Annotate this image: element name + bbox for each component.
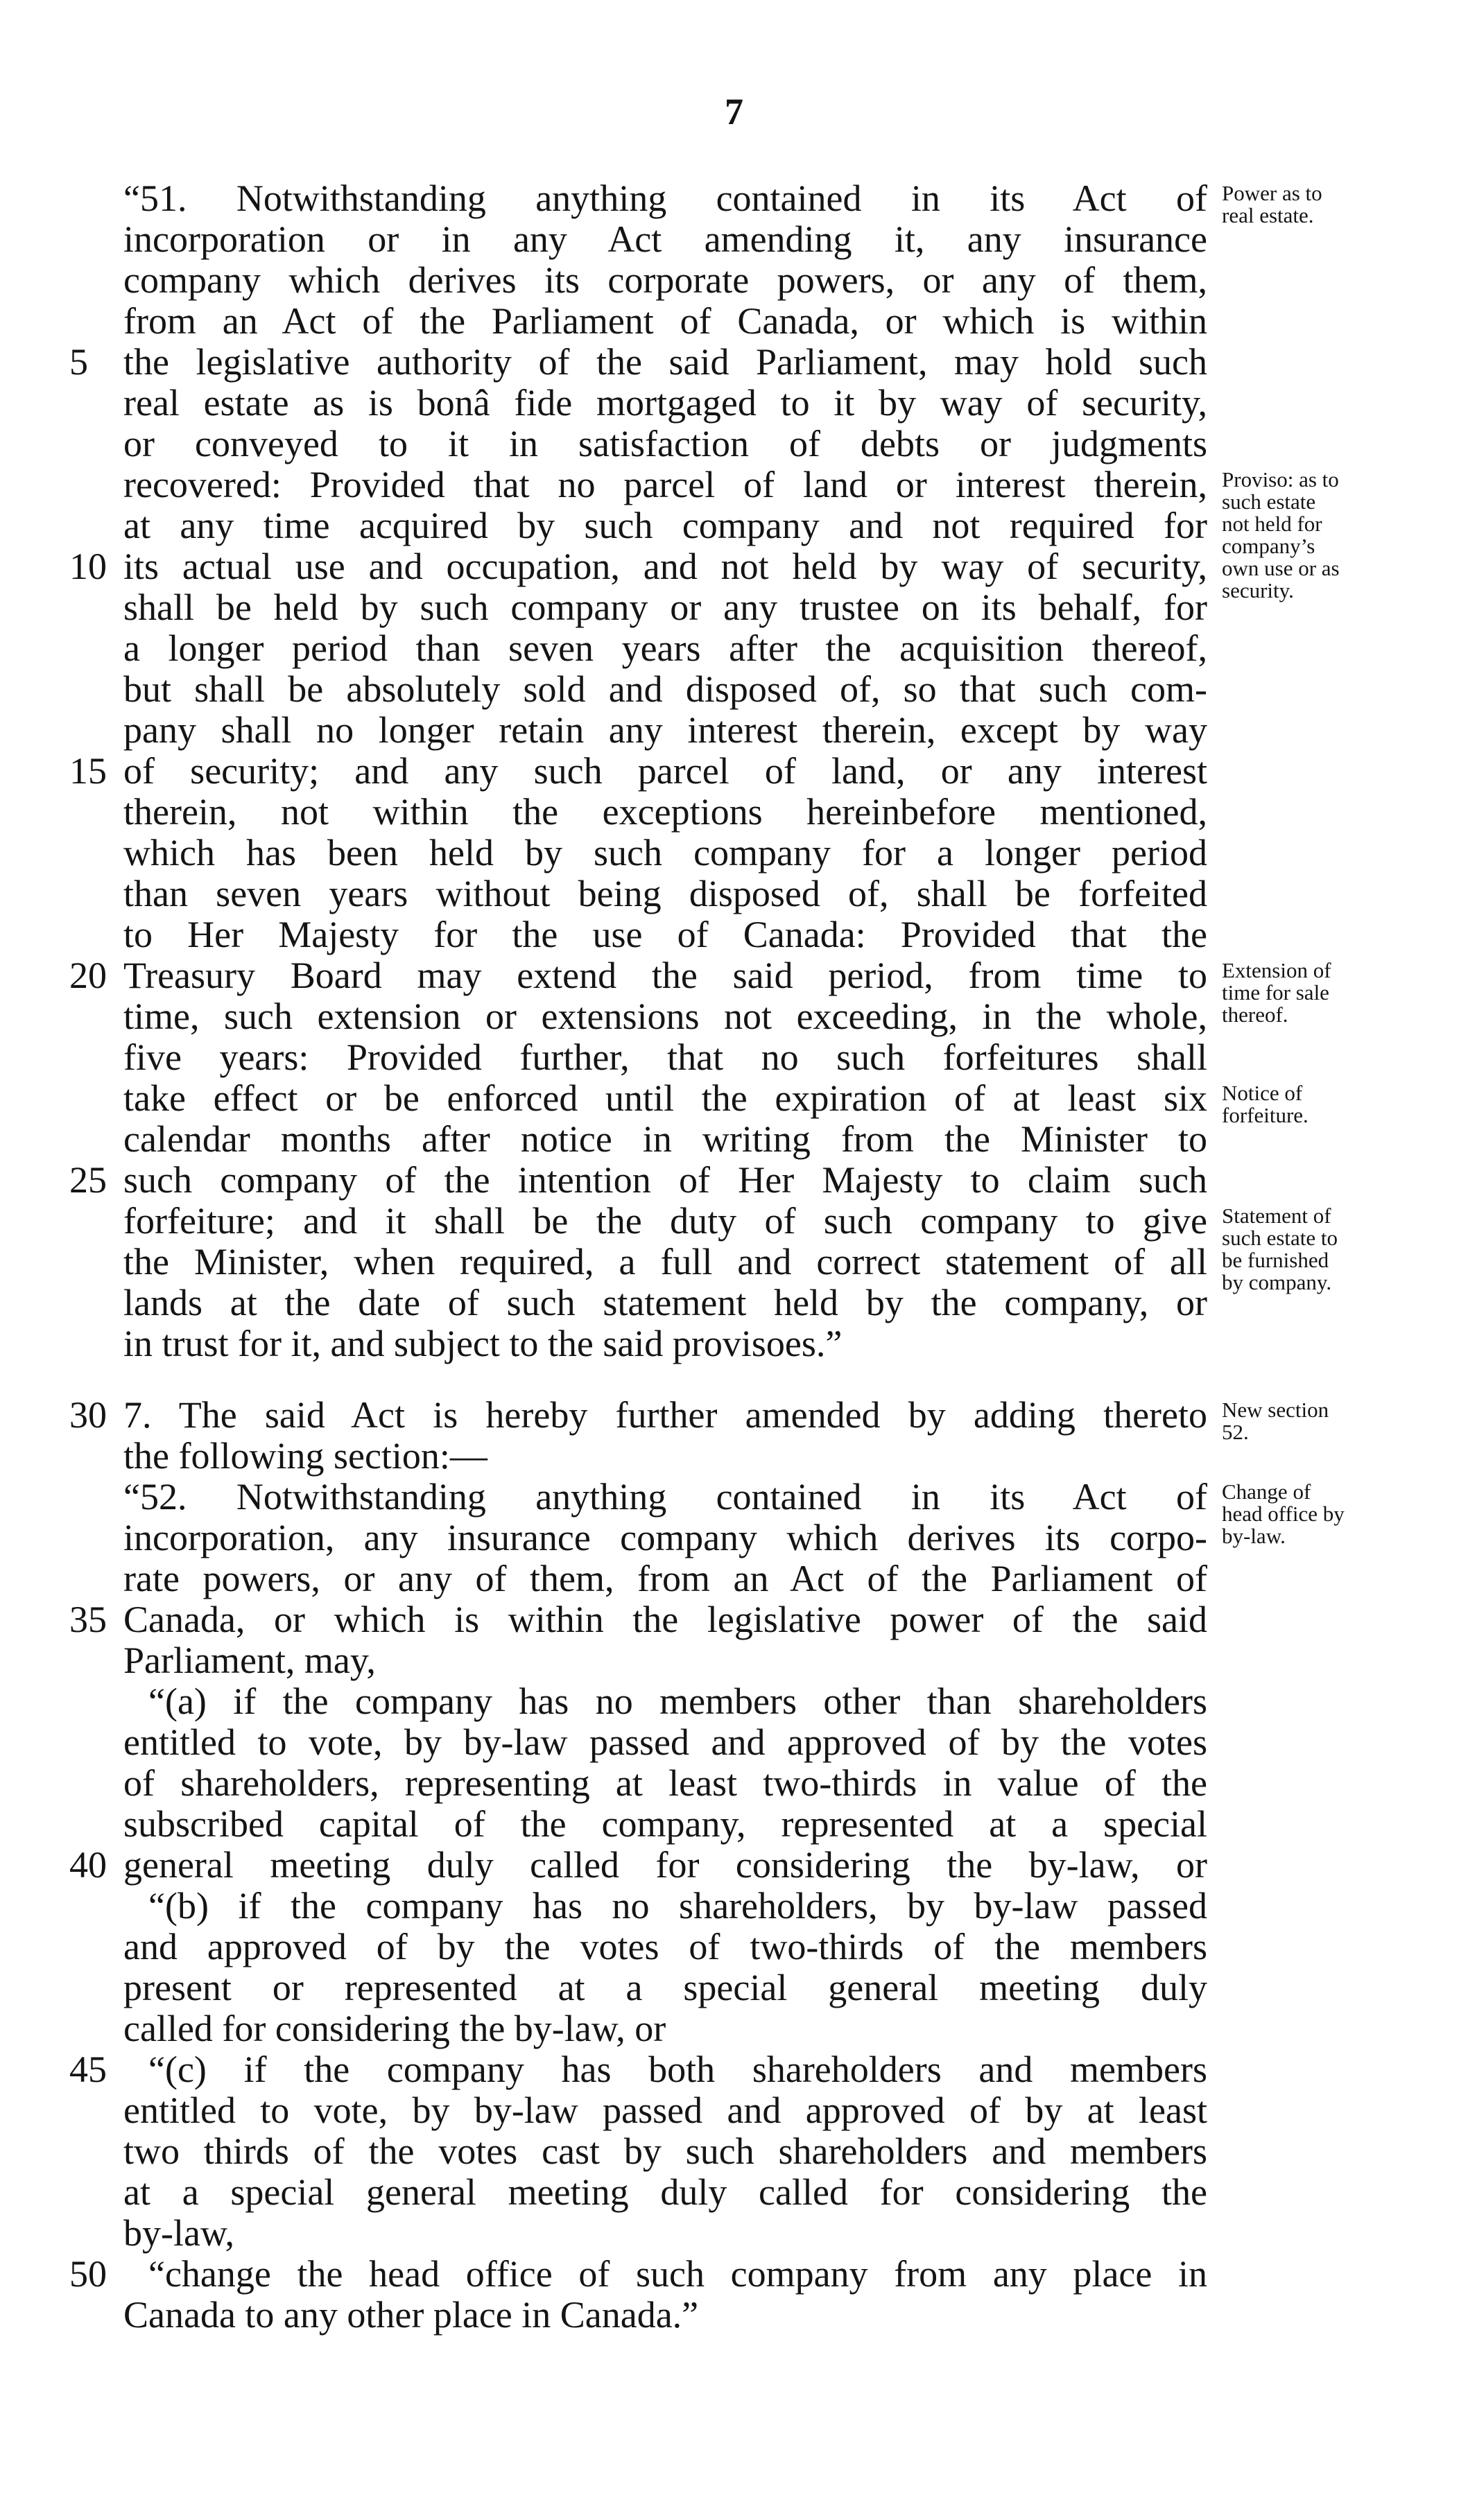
text-line: at a special general meeting duly called for considering the xyxy=(123,2171,1207,2213)
margin-note: such estate to xyxy=(1222,1226,1338,1250)
text-line: of security; and any such parcel of land, or any interest xyxy=(123,750,1207,792)
text-line: or conveyed to it in satisfaction of debts or judgments xyxy=(123,423,1207,464)
text-line: a longer period than seven years after the acquisition thereof, xyxy=(123,627,1207,669)
text-line: entitled to vote, by by-law passed and approved of by the votes xyxy=(123,1721,1207,1763)
margin-note: forfeiture. xyxy=(1222,1103,1309,1127)
text-line: from an Act of the Parliament of Canada, or which is within xyxy=(123,300,1207,342)
text-line: shall be held by such company or any trustee on its behalf, for xyxy=(123,586,1207,628)
text-line: than seven years without being disposed of, shall be forfeited xyxy=(123,873,1207,914)
text-line: two thirds of the votes cast by such shareholders and members xyxy=(123,2130,1207,2172)
margin-note: Power as to xyxy=(1222,181,1322,205)
text-line: Canada, or which is within the legislative power of the said xyxy=(123,1599,1207,1640)
text-line: forfeiture; and it shall be the duty of such company to give xyxy=(123,1200,1207,1242)
text-line: “(a) if the company has no members other than shareholders xyxy=(148,1680,1207,1722)
text-line: the following section:— xyxy=(123,1435,487,1477)
text-line: “51. Notwithstanding anything contained in its Act of xyxy=(123,177,1207,219)
text-line: and approved of by the votes of two-thirds of the members xyxy=(123,1926,1207,1967)
text-line: take effect or be enforced until the expiration of at least six xyxy=(123,1077,1207,1119)
margin-note: own use or as xyxy=(1222,556,1340,580)
margin-note: 52. xyxy=(1222,1420,1249,1444)
margin-note: be furnished xyxy=(1222,1248,1329,1272)
text-line: to Her Majesty for the use of Canada: Provided that the xyxy=(123,914,1207,955)
line-number: 20 xyxy=(69,955,107,996)
line-number: 5 xyxy=(69,341,88,383)
text-line: pany shall no longer retain any interest therein, except by way xyxy=(123,709,1207,751)
margin-note: head office by xyxy=(1222,1502,1345,1526)
page-number: 7 xyxy=(725,91,743,132)
margin-note: time for sale xyxy=(1222,980,1329,1005)
line-number: 50 xyxy=(69,2253,107,2295)
margin-note: Statement of xyxy=(1222,1203,1331,1228)
text-line: 7. The said Act is hereby further amended by adding thereto xyxy=(123,1394,1207,1436)
text-line: its actual use and occupation, and not held by way of security, xyxy=(123,546,1207,587)
text-line: entitled to vote, by by-law passed and approved of by at least xyxy=(123,2089,1207,2131)
text-line: of shareholders, representing at least two-thirds in value of the xyxy=(123,1762,1207,1804)
margin-note: company’s xyxy=(1222,534,1315,558)
margin-note: by company. xyxy=(1222,1270,1332,1294)
text-line: Canada to any other place in Canada.” xyxy=(123,2294,699,2336)
text-line: “(c) if the company has both shareholders and members xyxy=(148,2049,1207,2090)
text-line: but shall be absolutely sold and disposed of, so that such com- xyxy=(123,668,1207,710)
margin-note: Extension of xyxy=(1222,958,1331,982)
margin-note: Change of xyxy=(1222,1479,1311,1504)
text-line: incorporation or in any Act amending it, any insurance xyxy=(123,218,1207,260)
line-number: 25 xyxy=(69,1159,107,1201)
text-line: Parliament, may, xyxy=(123,1640,376,1681)
text-line: general meeting duly called for considering the by-law, or xyxy=(123,1844,1207,1886)
margin-note: New section xyxy=(1222,1398,1329,1422)
line-number: 15 xyxy=(69,750,107,792)
line-number: 45 xyxy=(69,2049,107,2090)
margin-note: thereof. xyxy=(1222,1002,1288,1027)
text-line: which has been held by such company for a longer period xyxy=(123,832,1207,874)
text-line: Treasury Board may extend the said period, from time to xyxy=(123,955,1207,996)
text-line: time, such extension or extensions not exceeding, in the whole, xyxy=(123,996,1207,1037)
text-line: the legislative authority of the said Parliament, may hold such xyxy=(123,341,1207,383)
line-number: 10 xyxy=(69,546,107,587)
margin-note: Notice of xyxy=(1222,1081,1303,1105)
margin-note: real estate. xyxy=(1222,203,1314,227)
text-line: “52. Notwithstanding anything contained in its Act of xyxy=(123,1476,1207,1518)
text-line: “change the head office of such company from any place in xyxy=(148,2253,1207,2295)
text-line: incorporation, any insurance company which derives its corpo- xyxy=(123,1517,1207,1558)
text-line: real estate as is bonâ fide mortgaged to it by way of security, xyxy=(123,382,1207,424)
margin-note: not held for xyxy=(1222,512,1322,536)
text-line: subscribed capital of the company, represented at a special xyxy=(123,1803,1207,1845)
text-line: five years: Provided further, that no such forfeitures shall xyxy=(123,1036,1207,1078)
margin-note: by-law. xyxy=(1222,1524,1286,1548)
margin-note: Proviso: as to xyxy=(1222,467,1339,492)
line-number: 30 xyxy=(69,1394,107,1436)
text-line: “(b) if the company has no shareholders, by by-law passed xyxy=(148,1885,1207,1927)
margin-note: security. xyxy=(1222,578,1294,602)
text-line: recovered: Provided that no parcel of land or interest therein, xyxy=(123,464,1207,505)
text-line: by-law, xyxy=(123,2212,234,2254)
text-line: called for considering the by-law, or xyxy=(123,2008,666,2049)
text-line: calendar months after notice in writing from the Minister to xyxy=(123,1118,1207,1160)
text-line: company which derives its corporate powers, or any of them, xyxy=(123,259,1207,301)
text-line: present or represented at a special general meeting duly xyxy=(123,1967,1207,2008)
text-line: such company of the intention of Her Majesty to claim such xyxy=(123,1159,1207,1201)
text-line: rate powers, or any of them, from an Act of the Parliament of xyxy=(123,1558,1207,1599)
line-number: 35 xyxy=(69,1599,107,1640)
margin-note: such estate xyxy=(1222,489,1316,514)
text-line: in trust for it, and subject to the said provisoes.” xyxy=(123,1323,843,1364)
text-line: therein, not within the exceptions hereinbefore mentioned, xyxy=(123,791,1207,833)
text-line: lands at the date of such statement held by the company, or xyxy=(123,1282,1207,1323)
text-line: at any time acquired by such company and not required for xyxy=(123,505,1207,546)
text-line: the Minister, when required, a full and correct statement of all xyxy=(123,1241,1207,1283)
line-number: 40 xyxy=(69,1844,107,1886)
